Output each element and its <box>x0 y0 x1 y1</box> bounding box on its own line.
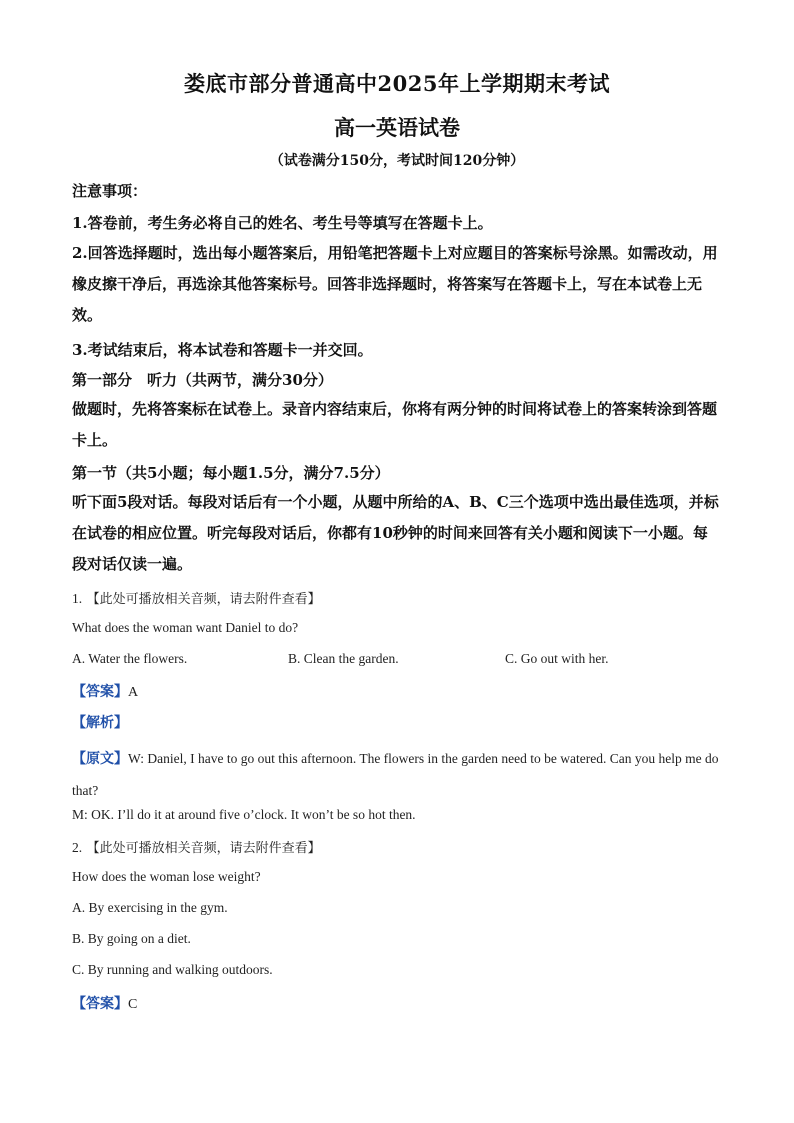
question-2-text: How does the woman lose weight? <box>72 869 261 884</box>
question-1-option-a: A. Water the flowers. <box>72 651 188 666</box>
question-1-option-c: C. Go out with her. <box>505 651 609 666</box>
question-2-option-a: A. By exercising in the gym. <box>72 900 228 915</box>
notice-item-3: 3.考试结束后，将本试卷和答题卡一并交回。 <box>72 341 373 359</box>
exam-info: （试卷满分150分，考试时间120分钟） <box>269 153 525 169</box>
question-1-answer <box>72 681 138 701</box>
question-1-audio <box>72 588 321 607</box>
question-2-option-b: B. By going on a diet. <box>72 931 191 946</box>
part1-instruction: 做题时，先将答案标在试卷上。录音内容结束后，你将有两分钟的时间将试卷上的答案转涂到答题卡上。 <box>72 400 718 449</box>
original-label: 【原文】 <box>72 751 128 767</box>
section1-instruction: 听下面5段对话。每段对话后有一个小题，从题中所给的A、B、C三个选项中选出最佳选项，并标在试卷的相应位置。听完每段对话后，你都有10秒钟的时间来回答有关小题和阅读下一小题。每段对话仅读一遍。 <box>72 493 719 573</box>
question-2-audio <box>72 837 321 856</box>
section1-heading: 第一节（共5小题；每小题1.5分，满分7.5分） <box>72 464 390 482</box>
question-1-analysis <box>72 712 128 732</box>
original-text: W: Daniel, I have to go out this afternoon. The flowers in the garden need to be watered. Can you help me do that? <box>72 751 719 798</box>
analysis-label: 【解析】 <box>72 715 128 731</box>
exam-subject: 高一英语试卷 <box>334 115 460 140</box>
answer-value: C <box>128 997 138 1012</box>
question-1-original-reply: M: OK. I’ll do it at around five o’clock. It won’t be so hot then. <box>72 807 416 822</box>
question-1-audio-label: 【此处可播放相关音频，请去附件查看】 <box>86 592 321 607</box>
exam-title: 娄底市部分普通高中2025年上学期期末考试 <box>184 71 610 96</box>
answer-value: A <box>128 685 139 700</box>
question-1-number: 1. <box>72 591 83 606</box>
question-2-option-c: C. By running and walking outdoors. <box>72 962 273 977</box>
part1-heading: 第一部分 听力（共两节，满分30分） <box>72 371 333 389</box>
question-2-audio-label: 【此处可播放相关音频，请去附件查看】 <box>86 841 321 856</box>
question-1-original <box>72 743 722 807</box>
question-2-number: 2. <box>72 840 83 855</box>
question-1-option-b: B. Clean the garden. <box>288 651 399 666</box>
question-2-answer <box>72 993 137 1013</box>
answer-label: 【答案】 <box>72 684 128 700</box>
notice-item-1: 1.答卷前，考生务必将自己的姓名、考生号等填写在答题卡上。 <box>72 214 493 232</box>
notice-item-2: 2.回答选择题时，选出每小题答案后，用铅笔把答题卡上对应题目的答案标号涂黑。如需改动，用橡皮擦干净后，再选涂其他答案标号。回答非选择题时，将答案写在答题卡上，写在本试卷上无效。 <box>72 244 718 324</box>
notice-heading: 注意事项： <box>72 182 148 200</box>
answer-label: 【答案】 <box>72 996 128 1012</box>
question-1-text: What does the woman want Daniel to do? <box>72 620 299 635</box>
